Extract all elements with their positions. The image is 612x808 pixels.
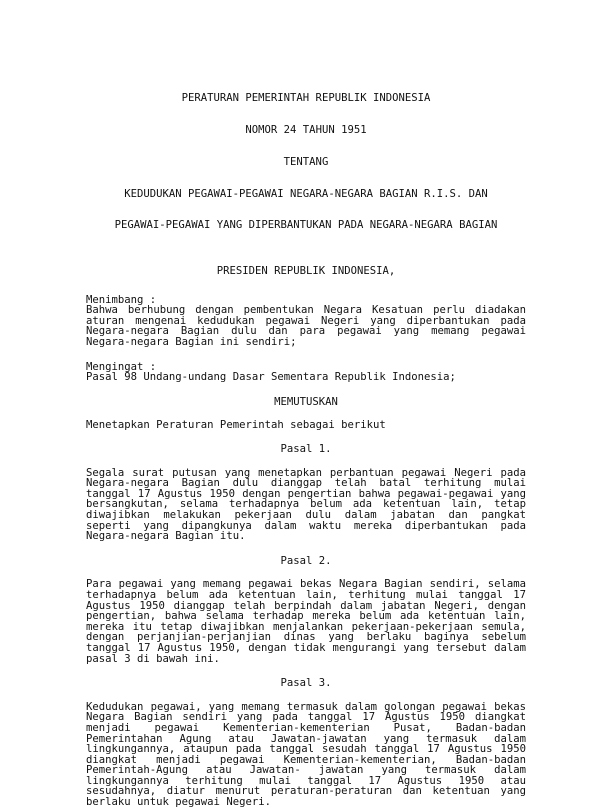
article-heading: Pasal 2. (280, 554, 332, 567)
article-heading: Pasal 1. (280, 443, 332, 456)
president-heading: PRESIDEN REPUBLIK INDONESIA, (216, 265, 396, 278)
title-line: KEDUDUKAN PEGAWAI-PEGAWAI NEGARA-NEGARA BAGIAN R.I.S. DAN (124, 187, 488, 200)
title-line: PEGAWAI-PEGAWAI YANG DIPERBANTUKAN PADA NEGARA-NEGARA BAGIAN (114, 219, 498, 232)
menimbang-section (86, 295, 526, 348)
mengingat-label: Mengingat : (86, 360, 157, 373)
mengingat-section (86, 362, 526, 383)
article-text: Segala surat putusan yang menetapkan perbantuan pegawai Negeri pada Negara-negara Bagian dulu dianggap telah batal terhitung mulai tanggal 17 Agustus 1950 dengan pengertian bahwa pegawai-pegawai yang bersangkutan, selama terhadapnya belum ada ketentuan lain, tetap diwajibkan melakukan pekerjaan dulu dalam jabatan dan pangkat seperti yang dipangkunya dalam waktu mereka diperbantukan pada Negara-negara Bagian itu. (86, 466, 526, 543)
title-line: NOMOR 24 TAHUN 1951 (245, 123, 367, 136)
article-text: Para pegawai yang memang pegawai bekas Negara Bagian sendiri, selama terhadapnya belum ada ketentuan lain, terhitung mulai tanggal 17 Agustus 1950 dianggap telah berpindah dalam jabatan Negeri, dengan pengertian, bahwa selama terhadap mereka belum ada ketentuan lain, mereka itu tetap diwajibkan menjalankan pekerjaan-pekerjaan semula, dengan perjanjian-perjanjian dinas yang berlaku baginya sebelum tanggal 17 Agustus 1950, dengan tidak mengurangi yang tersebut dalam pasal 3 di bawah ini. (86, 578, 526, 665)
document-title (86, 72, 526, 252)
title-line: PERATURAN PEMERINTAH REPUBLIK INDONESIA (181, 92, 431, 105)
menimbang-text: Bahwa berhubung dengan pembentukan Negara Kesatuan perlu diadakan aturan mengenai kedudukan pegawai Negeri yang diperbantukan pada Negara-negara Bagian dulu dan para pegawai yang memang pegawai Negara-negara Bagian ini sendiri; (86, 304, 526, 349)
title-line: TENTANG (283, 155, 329, 168)
menimbang-label: Menimbang : (86, 293, 157, 306)
document-page (86, 72, 526, 808)
mengingat-text: Pasal 98 Undang-undang Dasar Sementara Republik Indonesia; (86, 371, 456, 384)
article-text: Kedudukan pegawai, yang memang termasuk dalam golongan pegawai bekas Negara Bagian sendiri yang pada tanggal 17 Agustus 1950 diangkat menjadi pegawai Kementerian-kementerian Pusat, Badan-badan Pemerintahan Agung atau Jawatan-jawatan yang termasuk dalam lingkungannya, ataupun pada tanggal sesudah tanggal 17 Agustus 1950 diangkat menjadi pegawai Kementerian-kementerian, Badan-badan Pemerintah-Agung atau Jawatan- jawatan yang termasuk dalam lingkungannya terhitung mulai tanggal 17 Agustus 1950 atau sesudahnya, diatur menurut peraturan-peraturan dan ketentuan yang berlaku untuk pegawai Negeri. (86, 700, 526, 808)
article-heading: Pasal 3. (280, 677, 332, 690)
memutuskan-heading: MEMUTUSKAN (274, 395, 338, 408)
menetapkan-text: Menetapkan Peraturan Pemerintah sebagai berikut (86, 419, 386, 432)
